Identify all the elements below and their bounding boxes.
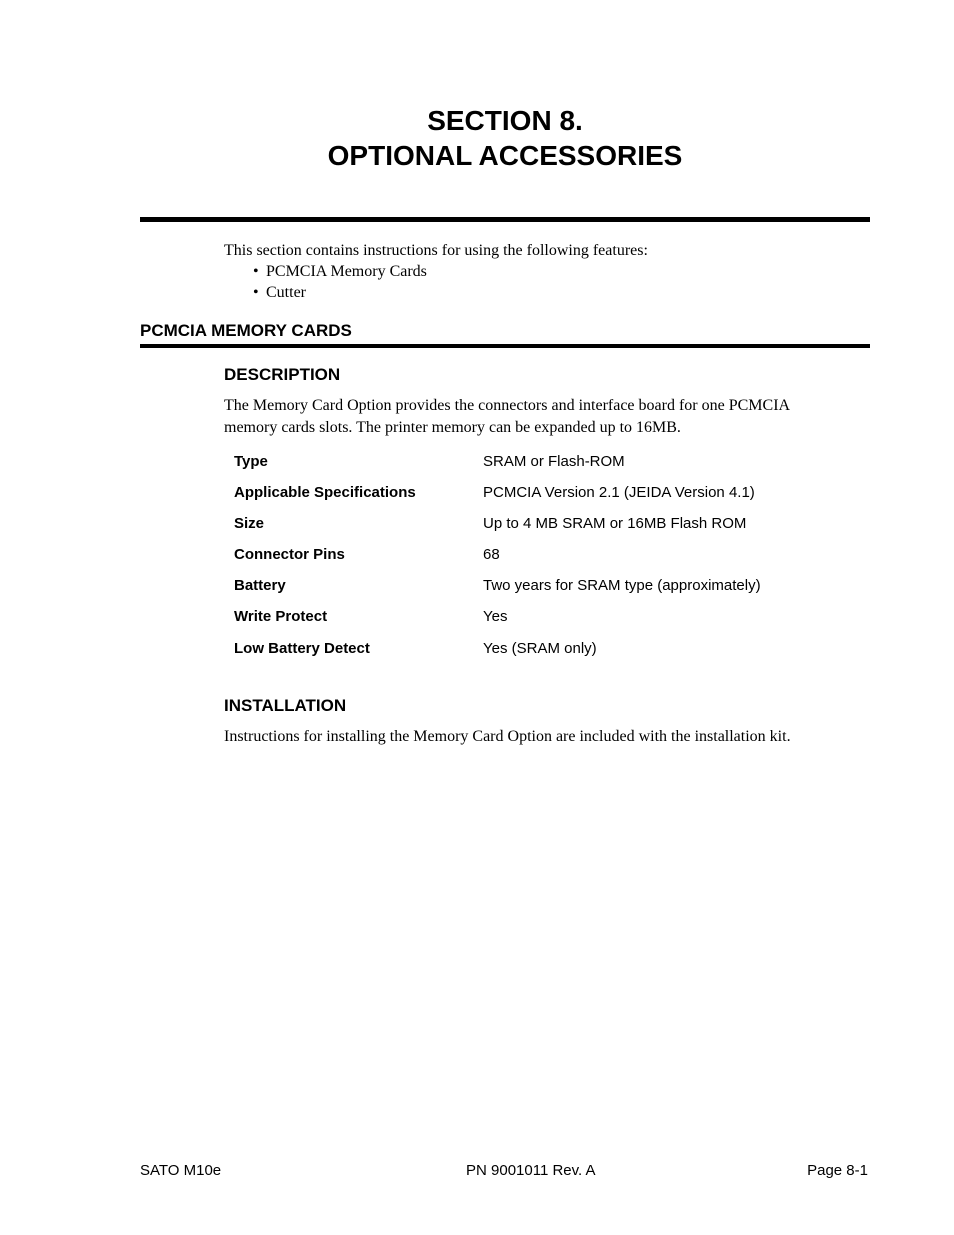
description-line: memory cards slots. The printer memory can be expanded up to 16MB.: [224, 419, 681, 436]
section-title-line2: OPTIONAL ACCESSORIES: [327, 140, 683, 171]
intro-text: This section contains instructions for using the following features:: [224, 242, 648, 259]
feature-list: [224, 261, 648, 303]
footer-page-number: Page 8-1: [807, 1162, 868, 1179]
description-line: The Memory Card Option provides the connectors and interface board for one PCMCIA: [224, 397, 791, 414]
feature-list-item: [224, 261, 648, 282]
footer-product: SATO M10e: [140, 1162, 222, 1179]
section-title: [0, 103, 954, 173]
description-paragraph: [224, 395, 864, 439]
spec-label: Connector Pins: [234, 546, 345, 563]
spec-label: Applicable Specifications: [234, 484, 416, 501]
spec-label: Size: [234, 515, 265, 532]
installation-heading: INSTALLATION: [224, 696, 347, 715]
spec-label: Type: [234, 453, 268, 470]
title-divider: [140, 217, 870, 222]
spec-value: Two years for SRAM type (approximately): [483, 577, 761, 594]
spec-value: PCMCIA Version 2.1 (JEIDA Version 4.1): [483, 484, 755, 501]
installation-paragraph: Instructions for installing the Memory Card Option are included with the installation kit.: [224, 728, 791, 745]
spec-value: Yes (SRAM only): [483, 640, 597, 657]
spec-value: SRAM or Flash-ROM: [483, 453, 625, 470]
spec-value: Yes: [483, 608, 508, 625]
feature-list-item-label: PCMCIA Memory Cards: [266, 263, 427, 280]
pcmcia-heading: PCMCIA MEMORY CARDS: [140, 321, 352, 340]
section-title-line1: SECTION 8.: [427, 105, 583, 136]
footer-part-number: PN 9001011 Rev. A: [466, 1162, 596, 1179]
intro-block: [224, 240, 648, 303]
spec-value: 68: [483, 546, 500, 563]
spec-value: Up to 4 MB SRAM or 16MB Flash ROM: [483, 515, 747, 532]
spec-label: Battery: [234, 577, 286, 594]
spec-label: Write Protect: [234, 608, 328, 625]
description-heading: DESCRIPTION: [224, 365, 341, 384]
spec-label: Low Battery Detect: [234, 640, 370, 657]
feature-list-item-label: Cutter: [266, 284, 306, 301]
pcmcia-divider: [140, 344, 870, 348]
feature-list-item: [224, 282, 648, 303]
